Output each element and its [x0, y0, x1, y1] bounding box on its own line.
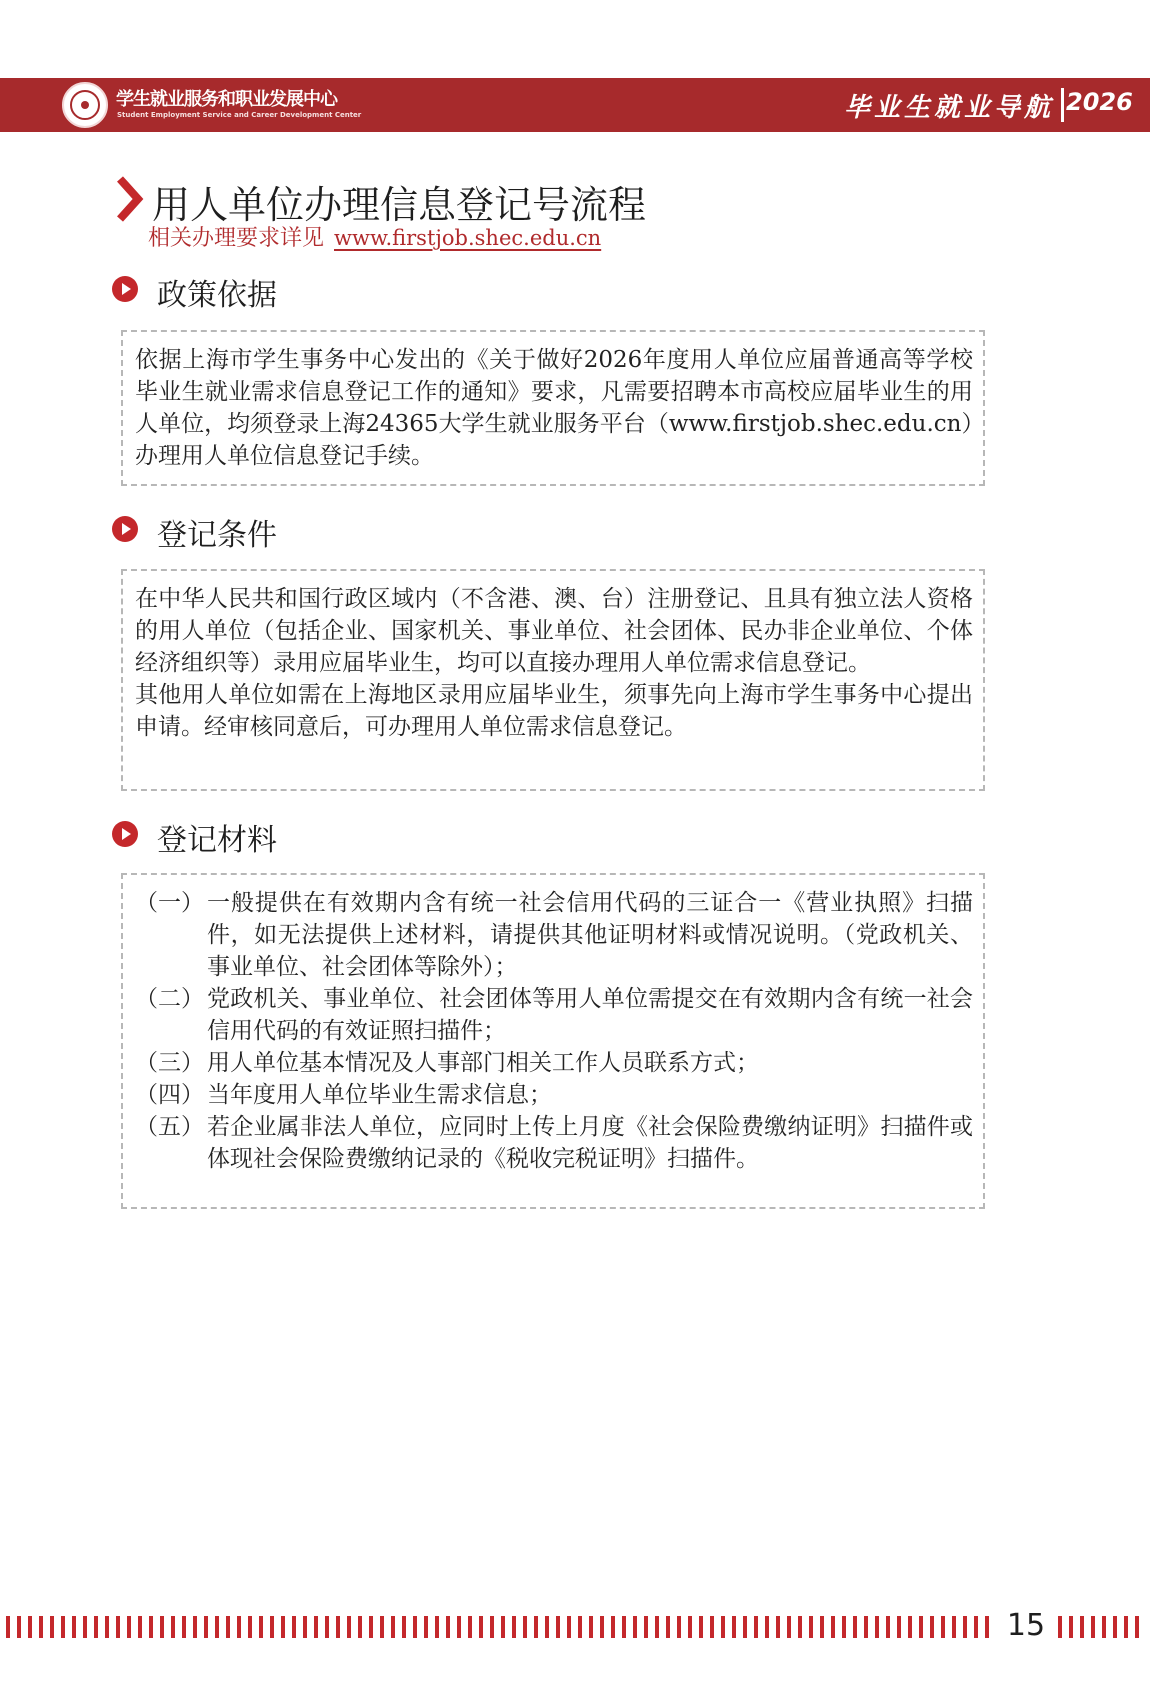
play-bullet-icon	[112, 821, 138, 847]
page-title: 用人单位办理信息登记号流程	[152, 183, 647, 227]
materials-box	[121, 873, 985, 1209]
subtitle-prefix: 相关办理要求详见	[148, 226, 325, 251]
list-text: 党政机关、事业单位、社会团体等用人单位需提交在有效期内含有统一社会信用代码的有效证照扫描件；	[207, 986, 973, 1044]
section-title: 登记条件	[157, 518, 277, 553]
footer	[0, 1608, 1150, 1643]
list-text: 用人单位基本情况及人事部门相关工作人员联系方式；	[207, 1050, 759, 1076]
conditions-box	[121, 569, 985, 791]
guide-year: 2026	[1066, 88, 1133, 116]
policy-box	[121, 330, 985, 486]
guide-title: 毕业生就业导航	[843, 93, 1054, 123]
footer-tick-decoration	[6, 1616, 992, 1638]
org-name-cn: 学生就业服务和职业发展中心	[116, 89, 337, 110]
page-subtitle	[148, 221, 601, 252]
chevron-right-icon	[114, 175, 144, 223]
header-bar	[0, 78, 1150, 132]
list-item	[135, 1111, 973, 1175]
list-number: （五）	[135, 1114, 204, 1140]
section-title: 登记材料	[157, 823, 277, 858]
policy-paragraph: 依据上海市学生事务中心发出的《关于做好2026年度用人单位应届普通高等学校毕业生就业需求信息登记工作的通知》要求，凡需要招聘本市高校应届毕业生的用人单位，均须登录上海24365大学生就业服务平台（www.firstjob.shec.edu.cn）办理用人单位信息登记手续。	[135, 347, 973, 469]
list-number: （一）	[135, 890, 204, 916]
play-bullet-icon	[112, 276, 138, 302]
list-item	[135, 1047, 973, 1079]
list-text: 若企业属非法人单位，应同时上传上月度《社会保险费缴纳证明》扫描件或体现社会保险费缴纳记录的《税收完税证明》扫描件。	[207, 1114, 973, 1172]
conditions-paragraph: 其他用人单位如需在上海地区录用应届毕业生，须事先向上海市学生事务中心提出申请。经审核同意后，可办理用人单位需求信息登记。	[135, 682, 973, 740]
website-link[interactable]: www.firstjob.shec.edu.cn	[334, 226, 602, 250]
conditions-paragraph: 在中华人民共和国行政区域内（不含港、澳、台）注册登记、且具有独立法人资格的用人单位（包括企业、国家机关、事业单位、社会团体、民办非企业单位、个体经济组织等）录用应届毕业生，均可以直接办理用人单位需求信息登记。	[135, 586, 973, 676]
page-number: 15	[1006, 1608, 1046, 1643]
list-item	[135, 887, 973, 983]
play-bullet-icon	[112, 516, 138, 542]
footer-tick-decoration	[1058, 1616, 1146, 1638]
list-number: （三）	[135, 1050, 204, 1076]
list-number: （二）	[135, 986, 204, 1012]
list-item	[135, 983, 973, 1047]
org-name-en: Student Employment Service and Career Development Center	[117, 111, 362, 119]
header-divider	[1061, 88, 1064, 122]
list-text: 一般提供在有效期内含有统一社会信用代码的三证合一《营业执照》扫描件，如无法提供上述材料，请提供其他证明材料或情况说明。（党政机关、事业单位、社会团体等除外）；	[207, 890, 973, 980]
section-title: 政策依据	[157, 278, 277, 313]
list-number: （四）	[135, 1082, 204, 1108]
university-seal-icon	[62, 82, 108, 128]
list-item	[135, 1079, 973, 1111]
list-text: 当年度用人单位毕业生需求信息；	[207, 1082, 552, 1108]
